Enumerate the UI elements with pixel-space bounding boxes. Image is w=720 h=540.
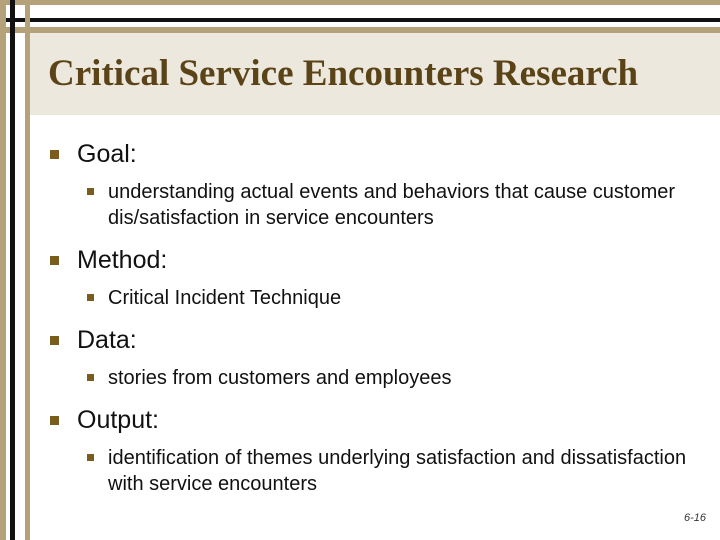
bullet-label: Method:	[77, 246, 168, 274]
square-bullet-icon	[87, 188, 94, 195]
bullet-label: Goal:	[77, 140, 137, 168]
square-bullet-icon	[50, 256, 59, 265]
square-bullet-icon	[50, 336, 59, 345]
slide-title: Critical Service Encounters Research	[48, 53, 639, 94]
sub-bullet-text: understanding actual events and behaviors that cause customer dis/satisfaction in service encounters	[108, 181, 676, 229]
bullet-data	[50, 325, 710, 355]
square-bullet-icon	[87, 294, 94, 301]
square-bullet-icon	[87, 454, 94, 461]
left-border-black-line	[10, 0, 15, 540]
bullet-method	[50, 245, 710, 275]
page-number: 6-16	[683, 512, 706, 524]
square-bullet-icon	[50, 150, 59, 159]
bullet-output	[50, 405, 710, 435]
sub-bullet-text: Critical Incident Technique	[108, 287, 342, 309]
sub-bullet-data	[50, 365, 710, 391]
sub-bullet-goal	[50, 179, 710, 231]
bullet-label: Output:	[77, 406, 159, 434]
square-bullet-icon	[87, 374, 94, 381]
top-border-gap	[0, 5, 720, 18]
sub-bullet-output	[50, 445, 710, 497]
sub-bullet-text: stories from customers and employees	[108, 367, 452, 389]
sub-bullet-method	[50, 285, 710, 311]
slide-content	[50, 135, 710, 497]
square-bullet-icon	[50, 416, 59, 425]
left-border-stripe	[0, 0, 6, 540]
bullet-label: Data:	[77, 326, 137, 354]
sub-bullet-text: identification of themes underlying satisfaction and dissatisfaction with service encounters	[108, 447, 687, 495]
bullet-goal	[50, 139, 710, 169]
